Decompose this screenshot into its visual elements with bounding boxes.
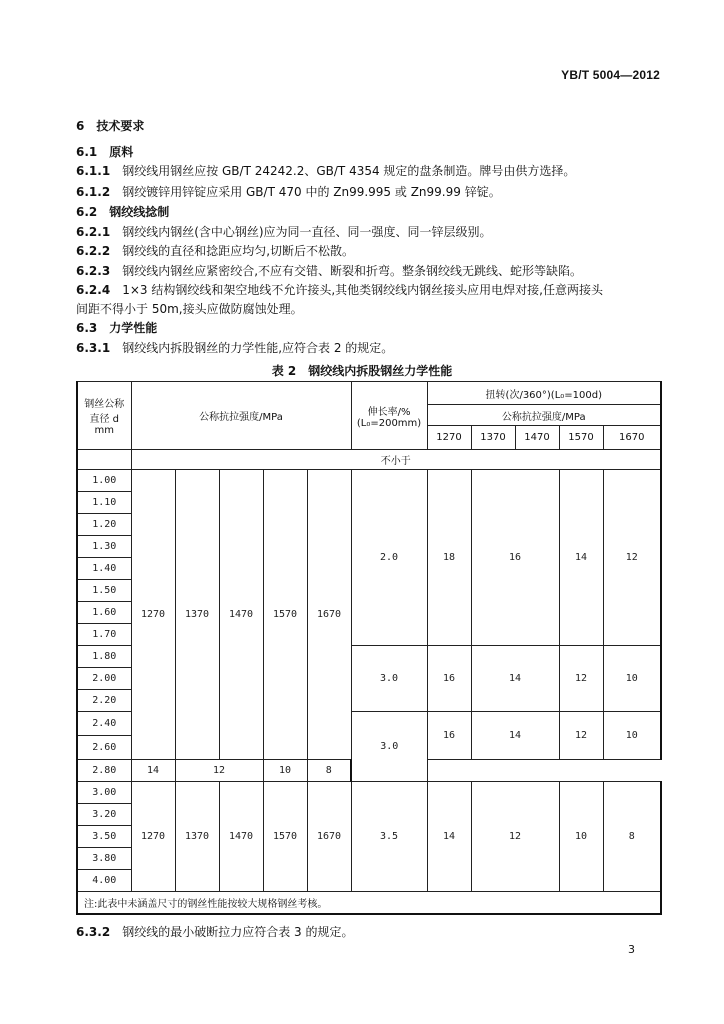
grade-cell: 1270 xyxy=(131,782,175,892)
mechanical-properties-table xyxy=(76,381,662,915)
elongation-cell: 3.0 xyxy=(351,712,427,782)
header-torsion-strength: 公称抗拉强度/MPa xyxy=(427,405,661,426)
section-6-2-heading: 6.2 钢绞线捻制 xyxy=(76,205,170,219)
header-torsion: 扭转(次/360°)(L₀=100d) xyxy=(427,382,661,405)
torsion-cell: 8 xyxy=(307,760,351,782)
torsion-col-1370: 1370 xyxy=(471,426,515,450)
torsion-cell: 12 xyxy=(603,470,661,646)
torsion-cell: 10 xyxy=(559,782,603,892)
elongation-cell: 3.0 xyxy=(351,646,427,712)
page-number: 3 xyxy=(628,943,635,956)
torsion-cell: 18 xyxy=(427,470,471,646)
torsion-cell: 10 xyxy=(263,760,307,782)
section-6-3-heading: 6.3 力学性能 xyxy=(76,321,158,335)
diameter-cell: 1.50 xyxy=(77,580,131,602)
diameter-cell: 1.70 xyxy=(77,624,131,646)
diameter-cell: 1.60 xyxy=(77,602,131,624)
torsion-cell: 14 xyxy=(559,470,603,646)
section-6-1-heading: 6.1 原料 xyxy=(76,145,134,159)
clause-6-2-4: 6.2.4 1×3 结构钢绞线和架空地线不允许接头,其他类钢绞线内钢丝接头应用电焊对接,任意两接头 xyxy=(76,283,603,297)
header-strength: 公称抗拉强度/MPa xyxy=(131,382,351,450)
diameter-cell: 1.00 xyxy=(77,470,131,492)
grade-cell: 1670 xyxy=(307,470,351,760)
torsion-cell: 8 xyxy=(603,782,661,892)
torsion-col-1470: 1470 xyxy=(515,426,559,450)
grade-cell: 1570 xyxy=(263,782,307,892)
grade-cell: 1570 xyxy=(263,470,307,760)
diameter-cell: 1.20 xyxy=(77,514,131,536)
header-diameter: 钢丝公称 直径 d mm xyxy=(77,382,131,450)
torsion-cell: 12 xyxy=(175,760,263,782)
torsion-col-1670: 1670 xyxy=(603,426,661,450)
grade-cell: 1470 xyxy=(219,470,263,760)
no-less-than: 不小于 xyxy=(131,450,661,470)
clause-6-2-3: 6.2.3 钢绞线内钢丝应紧密绞合,不应有交错、断裂和折弯。整条钢绞线无跳线、蛇形等缺陷。 xyxy=(76,264,583,278)
torsion-col-1270: 1270 xyxy=(427,426,471,450)
grade-cell: 1370 xyxy=(175,782,219,892)
torsion-cell: 12 xyxy=(559,646,603,712)
clause-6-3-2: 6.3.2 钢绞线的最小破断拉力应符合表 3 的规定。 xyxy=(76,925,354,939)
section-6-heading: 6 技术要求 xyxy=(76,119,145,133)
torsion-cell: 10 xyxy=(603,712,661,760)
standard-code: YB/T 5004—2012 xyxy=(561,68,660,82)
diameter-cell: 3.20 xyxy=(77,804,131,826)
diameter-cell: 1.40 xyxy=(77,558,131,580)
torsion-cell: 12 xyxy=(471,782,559,892)
torsion-col-1570: 1570 xyxy=(559,426,603,450)
diameter-cell: 1.80 xyxy=(77,646,131,668)
clause-6-2-1: 6.2.1 钢绞线内钢丝(含中心钢丝)应为同一直径、同一强度、同一锌层级别。 xyxy=(76,225,492,239)
torsion-cell: 14 xyxy=(471,712,559,760)
table-note: 注:此表中未涵盖尺寸的钢丝性能按较大规格钢丝考核。 xyxy=(77,892,661,914)
clause-6-1-1: 6.1.1 钢绞线用钢丝应按 GB/T 24242.2、GB/T 4354 规定的盘条制造。牌号由供方选择。 xyxy=(76,164,576,178)
torsion-cell: 14 xyxy=(427,782,471,892)
diameter-cell: 2.20 xyxy=(77,690,131,712)
torsion-cell: 16 xyxy=(427,646,471,712)
torsion-cell: 16 xyxy=(471,470,559,646)
diameter-cell: 1.10 xyxy=(77,492,131,514)
clause-6-1-2: 6.1.2 钢绞镀锌用锌锭应采用 GB/T 470 中的 Zn99.995 或 Zn99.99 锌锭。 xyxy=(76,185,501,199)
diameter-cell: 3.80 xyxy=(77,848,131,870)
diameter-cell: 1.30 xyxy=(77,536,131,558)
grade-cell: 1470 xyxy=(219,782,263,892)
torsion-cell: 14 xyxy=(131,760,175,782)
diameter-cell: 2.00 xyxy=(77,668,131,690)
grade-cell: 1370 xyxy=(175,470,219,760)
elongation-cell: 2.0 xyxy=(351,470,427,646)
diameter-cell: 3.50 xyxy=(77,826,131,848)
torsion-cell: 12 xyxy=(559,712,603,760)
grade-cell: 1670 xyxy=(307,782,351,892)
grade-cell: 1270 xyxy=(131,470,175,760)
clause-6-2-2: 6.2.2 钢绞线的直径和捻距应均匀,切断后不松散。 xyxy=(76,244,355,258)
diameter-cell: 4.00 xyxy=(77,870,131,892)
elongation-cell: 3.5 xyxy=(351,782,427,892)
torsion-cell: 16 xyxy=(427,712,471,760)
torsion-cell: 14 xyxy=(471,646,559,712)
header-elongation: 伸长率/% (L₀=200mm) xyxy=(351,382,427,450)
clause-6-2-4-cont: 间距不得小于 50m,接头应做防腐蚀处理。 xyxy=(76,302,303,316)
diameter-cell: 2.40 xyxy=(77,712,131,736)
table-2-title: 表 2 钢绞线内拆股钢丝力学性能 xyxy=(271,364,453,378)
diameter-cell: 2.80 xyxy=(77,760,131,782)
diameter-cell: 2.60 xyxy=(77,736,131,760)
diameter-cell: 3.00 xyxy=(77,782,131,804)
clause-6-3-1: 6.3.1 钢绞线内拆股钢丝的力学性能,应符合表 2 的规定。 xyxy=(76,341,394,355)
torsion-cell: 10 xyxy=(603,646,661,712)
